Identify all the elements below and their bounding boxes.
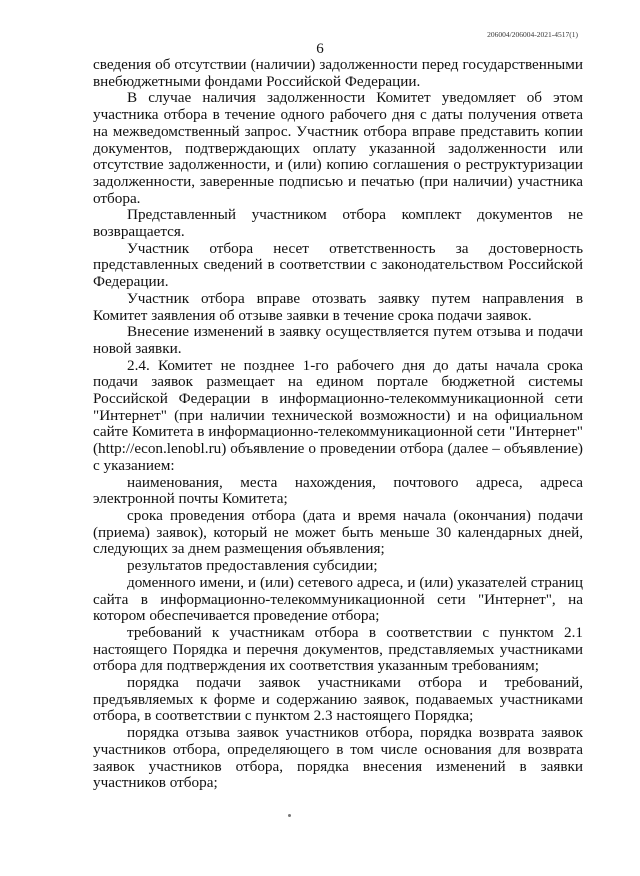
paragraph: В случае наличия задолженности Комитет уведомляет об этом участника отбора в течение одного рабочего дня с даты получения ответа на межведомственный запрос. Участник отбора вправе представить копии документов, подтверждающих оплату указанной задолженности или отсутствие задолженности, и (или) копию соглашения о реструктуризации задолженности, заверенные подписью и печатью (при наличии) участника отбора.	[93, 89, 583, 207]
paragraph: Внесение изменений в заявку осуществляется путем отзыва и подачи новой заявки.	[93, 323, 583, 357]
paragraph: срока проведения отбора (дата и время начала (окончания) подачи (приема) заявок), который не может быть меньше 30 календарных дней, следующих за днем размещения объявления;	[93, 506, 583, 558]
page-number: 6	[316, 41, 324, 57]
paragraph: 2.4. Комитет не позднее 1-го рабочего дня до даты начала срока подачи заявок размещает на едином портале бюджетной системы Российской Федерации в информационно-телекоммуникационной сети "Интернет" (при наличии технической возможности) и на официальном сайте Комитета в информационно-телекоммуникационной сети "Интернет" (http://econ.lenobl.ru) объявление о проведении отбора (далее – объявление) с указанием:	[93, 356, 583, 474]
paragraph: результатов предоставления субсидии;	[127, 557, 378, 575]
paragraph: доменного имени, и (или) сетевого адреса, и (или) указателей страниц сайта в информационно-телекоммуникационной сети "Интернет", на котором обеспечивается проведение отбора;	[93, 573, 583, 625]
paragraph: Участник отбора несет ответственность за достоверность представленных сведений в соответствии с законодательством Российской Федерации.	[93, 239, 583, 291]
scan-mark	[288, 814, 291, 817]
document-body	[93, 57, 583, 792]
paragraph: Участник отбора вправе отозвать заявку путем направления в Комитет заявления об отзыве заявки в течение срока подачи заявок.	[93, 289, 583, 324]
paragraph: требований к участникам отбора в соответствии с пунктом 2.1 настоящего Порядка и перечня документов, представляемых участниками отбора для подтверждения их соответствия указанным требованиям;	[93, 623, 583, 675]
paragraph: сведения об отсутствии (наличии) задолженности перед государственными внебюджетными фондами Российской Федерации.	[93, 56, 583, 90]
paragraph: Представленный участником отбора комплект документов не возвращается.	[93, 206, 583, 241]
document-id: 206004/206004-2021-4517(1)	[487, 30, 578, 39]
paragraph: порядка отзыва заявок участников отбора, порядка возврата заявок участников отбора, определяющего в том числе основания для возврата заявок участников отбора, порядка внесения изменений в заявки участников отбора;	[93, 724, 583, 792]
paragraph: наименования, места нахождения, почтового адреса, адреса электронной почты Комитета;	[93, 473, 583, 508]
paragraph: порядка подачи заявок участниками отбора и требований, предъявляемых к форме и содержанию заявок, подаваемых участниками отбора, в соответствии с пунктом 2.3 настоящего Порядка;	[93, 674, 583, 725]
